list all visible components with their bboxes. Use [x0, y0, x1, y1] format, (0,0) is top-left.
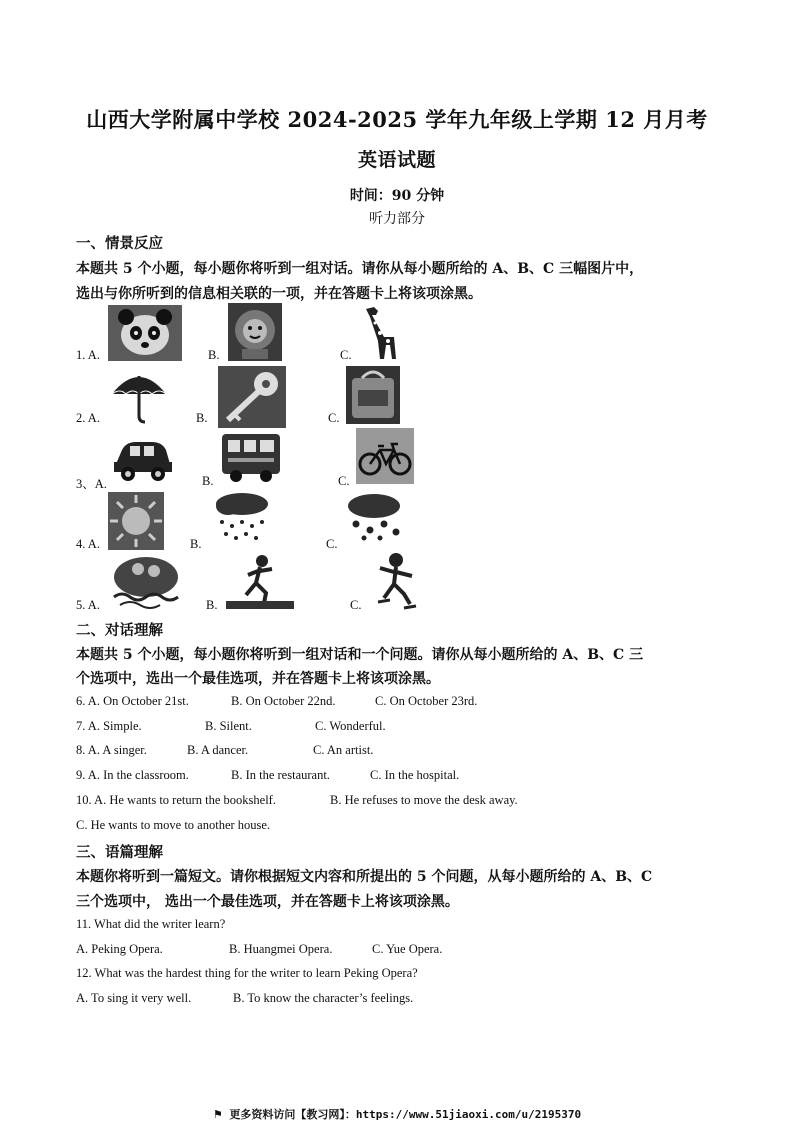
question-12-option-a: A. To sing it very well.	[76, 991, 192, 1005]
flag-icon: ⚑	[212, 1108, 223, 1121]
listening-part-label: 听力部分	[369, 211, 425, 227]
umbrella-picture	[108, 366, 170, 428]
question-7-option-c: C. Wonderful.	[315, 719, 386, 733]
sunny-picture	[108, 492, 164, 554]
section1-heading: 一、情景反应	[76, 235, 163, 252]
option-b-label: B.	[206, 598, 218, 612]
option-b-label: B.	[208, 348, 220, 362]
question-2-label: 2. A.	[76, 411, 100, 425]
section2-instruction: 个选项中，选出一个最佳选项，并在答题卡上将该项涂黑。	[76, 671, 440, 687]
lion-picture	[228, 303, 282, 365]
exam-time: 时间：90 分钟	[349, 188, 445, 204]
section2-heading: 二、对话理解	[76, 622, 163, 639]
snowy-picture	[344, 492, 406, 548]
exam-subject: 英语试题	[357, 149, 436, 171]
section3-instruction: 本题你将听到一篇短文。请你根据短文内容和所提出的 5 个问题，从每小题所给的 A、B、C	[76, 869, 653, 885]
question-11-option-a: A. Peking Opera.	[76, 942, 163, 956]
question-3-label: 3、A.	[76, 477, 107, 491]
question-5-label: 5. A.	[76, 598, 100, 612]
bus-picture	[220, 430, 282, 488]
key-picture	[218, 366, 286, 432]
option-b-label: B.	[202, 474, 214, 488]
question-7-option-b: B. Silent.	[205, 719, 252, 733]
swimming-picture	[110, 553, 182, 613]
footer-link[interactable]: 更多资料访问【教习网】：https://www.51jiaoxi.com/u/2195370	[229, 1108, 582, 1121]
question-7-option-a: 7. A. Simple.	[76, 719, 142, 733]
option-c-label: C.	[350, 598, 362, 612]
section1-instruction: 本题共 5 个小题，每小题你将听到一组对话。请你从每小题所给的 A、B、C 三幅图片中，	[76, 261, 644, 277]
question-10-option-a: 10. A. He wants to return the bookshelf.	[76, 793, 276, 807]
section3-heading: 三、语篇理解	[76, 844, 163, 861]
question-9-option-c: C. In the hospital.	[370, 768, 460, 782]
bike-picture	[356, 428, 414, 488]
option-c-label: C.	[326, 537, 338, 551]
question-8-option-a: 8. A. A singer.	[76, 743, 147, 757]
running-picture	[226, 553, 294, 613]
question-11-option-b: B. Huangmei Opera.	[229, 942, 333, 956]
car-picture	[112, 432, 174, 486]
option-c-label: C.	[338, 474, 350, 488]
question-6-option-a: 6. A. On October 21st.	[76, 694, 189, 708]
option-b-label: B.	[196, 411, 208, 425]
option-b-label: B.	[190, 537, 202, 551]
question-6-option-c: C. On October 23rd.	[375, 694, 478, 708]
giraffe-picture	[356, 303, 402, 365]
question-9-option-a: 9. A. In the classroom.	[76, 768, 189, 782]
question-8-option-c: C. An artist.	[313, 743, 374, 757]
question-1-label: 1. A.	[76, 348, 100, 362]
option-c-label: C.	[340, 348, 352, 362]
question-6-option-b: B. On October 22nd.	[231, 694, 336, 708]
question-4-label: 4. A.	[76, 537, 100, 551]
exam-title: 山西大学附属中学校 2024-2025 学年九年级上学期 12 月月考	[86, 107, 708, 132]
footer	[0, 1106, 794, 1122]
bag-picture	[346, 366, 400, 428]
question-8-option-b: B. A dancer.	[187, 743, 249, 757]
panda-picture	[108, 305, 182, 365]
question-12-text: 12. What was the hardest thing for the writer to learn Peking Opera?	[76, 966, 418, 980]
question-12-option-b: B. To know the character’s feelings.	[233, 991, 414, 1005]
rainy-picture	[212, 492, 270, 548]
question-11-option-c: C. Yue Opera.	[372, 942, 443, 956]
skating-picture	[370, 550, 422, 614]
question-9-option-b: B. In the restaurant.	[231, 768, 330, 782]
question-11-text: 11. What did the writer learn?	[76, 917, 226, 931]
question-10-option-c: C. He wants to move to another house.	[76, 818, 271, 832]
option-c-label: C.	[328, 411, 340, 425]
question-10-option-b: B. He refuses to move the desk away.	[330, 793, 518, 807]
section2-instruction: 本题共 5 个小题，每小题你将听到一组对话和一个问题。请你从每小题所给的 A、B、C 三	[76, 647, 644, 663]
section3-instruction: 三个选项中， 选出一个最佳选项，并在答题卡上将该项涂黑。	[76, 894, 459, 910]
section1-instruction: 选出与你所听到的信息相关联的一项，并在答题卡上将该项涂黑。	[76, 286, 482, 302]
